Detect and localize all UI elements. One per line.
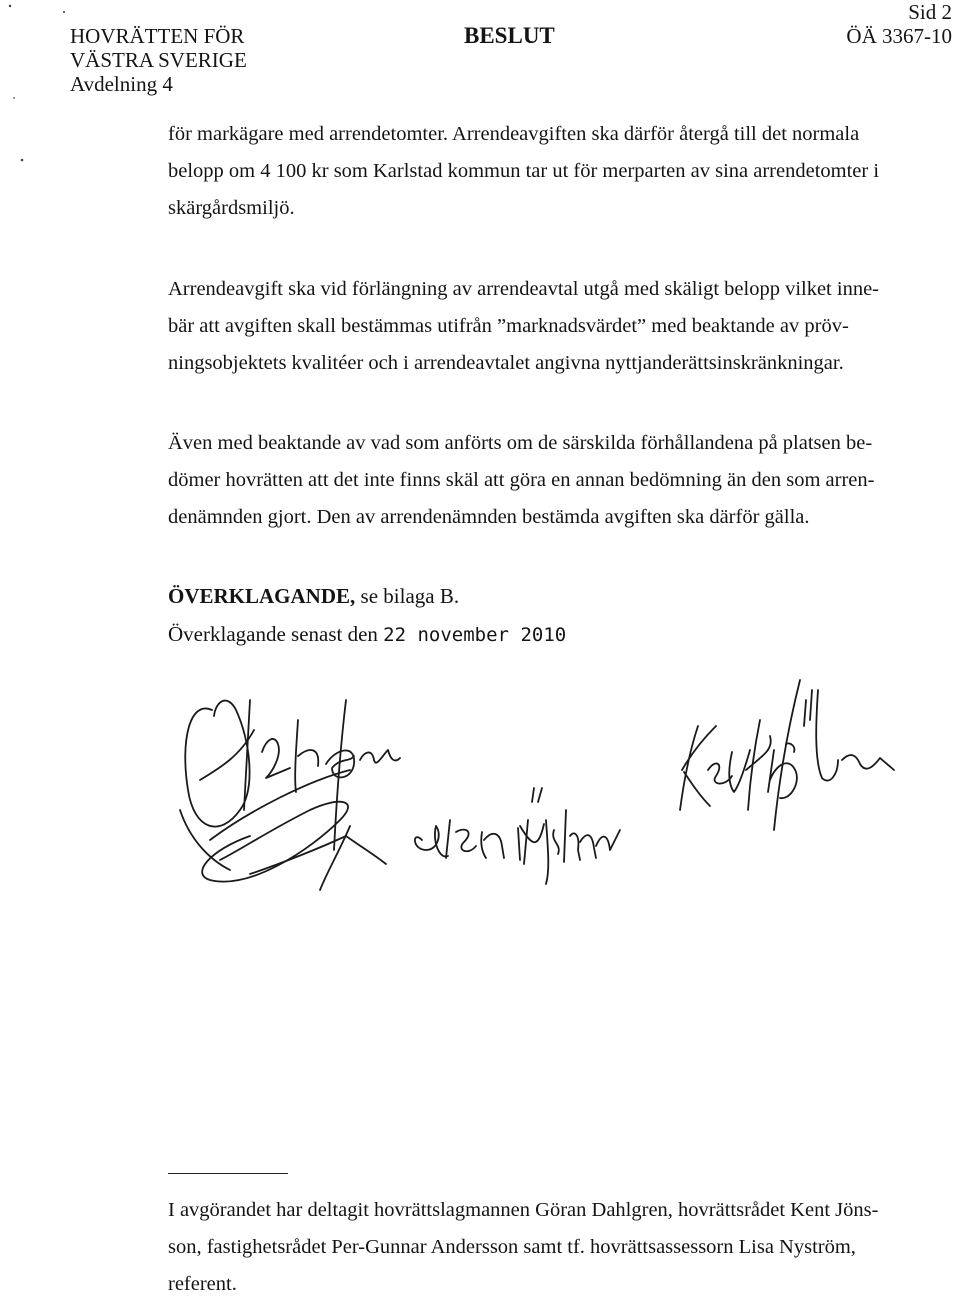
signature-lisa-nystrom [415, 788, 620, 884]
appeal-section [168, 578, 459, 615]
scan-speck [63, 11, 65, 13]
scan-speck [13, 97, 15, 99]
text-line: för markägare med arrendetomter. Arrendeavgiften ska därför återgå till det normala [168, 123, 860, 145]
scan-speck [9, 5, 11, 7]
text-line: Även med beaktande av vad som anförts om de särskilda förhållandena på platsen be- [168, 432, 873, 454]
text-line: son, fastighetsrådet Per-Gunnar Andersson samt tf. hovrättsassessorn Lisa Nyström, [168, 1236, 856, 1258]
text-line: Arrendeavgift ska vid förlängning av arrendeavtal utgå med skäligt belopp vilket inne- [168, 278, 880, 300]
scan-speck [21, 159, 24, 162]
court-name-line2: VÄSTRA SVERIGE [70, 48, 247, 72]
appeal-deadline [168, 616, 566, 654]
case-number: ÖÄ 3367-10 [846, 24, 952, 48]
document-type-title: BESLUT [464, 23, 555, 48]
signature-goran-dahlgren [180, 700, 400, 890]
footnote-separator [168, 1173, 288, 1174]
text-line: bär att avgiften skall bestämmas utifrån ”marknadsvärdet” med beaktande av pröv- [168, 315, 849, 337]
text-line: ningsobjektets kvalitéer och i arrendeavtalet angivna nyttjanderättsinskränkningar. [168, 352, 844, 374]
deadline-label: Överklagande senast den [168, 622, 384, 646]
signatures-drawing [150, 660, 960, 920]
text-line: skärgårdsmiljö. [168, 197, 295, 219]
court-name-line1: HOVRÄTTEN FÖR [70, 24, 245, 48]
page-meta [846, 0, 952, 48]
court-header [70, 24, 247, 96]
text-line: dömer hovrätten att det inte finns skäl att göra en annan bedömning än den som arren- [168, 469, 875, 491]
paragraph-arrendeavgift-extension [168, 271, 938, 382]
deadline-date: 22 november 2010 [383, 624, 567, 646]
signatures-area [150, 660, 960, 920]
paragraph-court-assessment [168, 425, 938, 536]
signature-kent-jonsson [680, 680, 894, 830]
page-number: Sid 2 [908, 0, 952, 24]
footnote-participants [168, 1192, 938, 1303]
text-line: belopp om 4 100 kr som Karlstad kommun tar ut för merparten av sina arrendetomter i [168, 160, 880, 182]
paragraph-arrendeavgift-return [168, 116, 938, 227]
appeal-text: se bilaga B. [355, 584, 460, 608]
text-line: referent. [168, 1273, 237, 1295]
division-label: Avdelning 4 [70, 72, 173, 96]
text-line: I avgörandet har deltagit hovrättslagmannen Göran Dahlgren, hovrättsrådet Kent Jöns- [168, 1199, 879, 1221]
appeal-heading: ÖVERKLAGANDE, [168, 584, 356, 608]
text-line: denämnden gjort. Den av arrendenämnden bestämda avgiften ska därför gälla. [168, 506, 810, 528]
